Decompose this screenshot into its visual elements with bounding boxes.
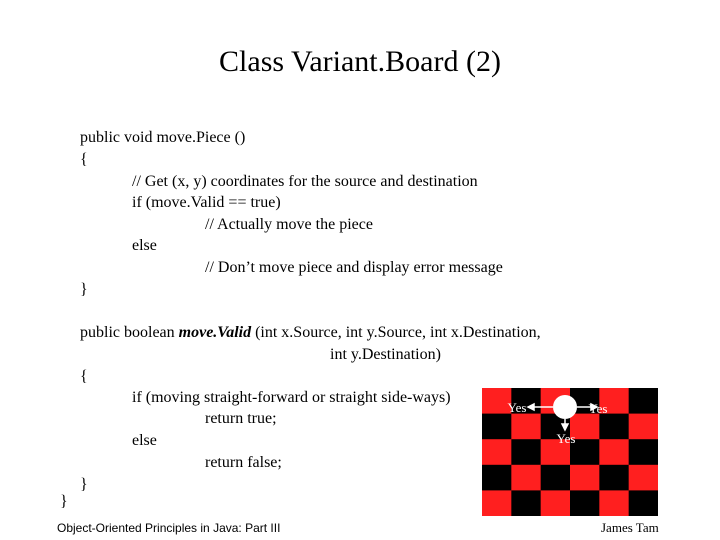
board-square: [541, 465, 571, 491]
return-false-line: return false;: [205, 454, 282, 471]
move-valid-signature-cont: int y.Destination): [330, 346, 441, 363]
label-yes-right: Yes: [588, 401, 608, 416]
comment-display-error: // Don’t move piece and display error message: [205, 259, 503, 276]
board-square: [629, 388, 658, 414]
board-square: [629, 490, 658, 516]
footer-author: James Tam: [601, 520, 659, 535]
board-square: [482, 490, 512, 516]
checkerboard-svg: [482, 388, 658, 516]
footer-course-title: Object-Oriented Principles in Java: Part III: [57, 521, 281, 535]
board-square: [599, 465, 629, 491]
signature-params: (int x.Source, int y.Source, int x.Destination,: [251, 324, 541, 341]
class-close-brace: }: [60, 493, 68, 510]
board-square: [511, 465, 541, 491]
board-square: [599, 439, 629, 465]
slide-title: Class Variant.Board (2): [219, 45, 501, 78]
move-valid-else: else: [132, 432, 157, 449]
board-square: [629, 465, 658, 491]
board-square: [599, 490, 629, 516]
board-square: [511, 414, 541, 440]
move-piece-signature: public void move.Piece (): [80, 129, 246, 146]
method-name-move-valid: move.Valid: [178, 324, 252, 341]
move-piece-close-brace: }: [80, 281, 88, 298]
move-valid-open-brace: {: [80, 368, 88, 385]
board-square: [570, 465, 600, 491]
comment-get-coordinates: // Get (x, y) coordinates for the source and destination: [132, 173, 478, 190]
board-square: [541, 490, 571, 516]
move-piece-open-brace: {: [80, 151, 88, 168]
signature-prefix: public boolean: [80, 324, 179, 341]
move-valid-close-brace: }: [80, 476, 88, 493]
checkerboard-figure: [482, 388, 658, 516]
board-square: [599, 414, 629, 440]
board-square: [511, 490, 541, 516]
board-square: [482, 439, 512, 465]
move-piece-else: else: [132, 237, 157, 254]
board-square: [482, 414, 512, 440]
board-square: [629, 414, 658, 440]
return-true-line: return true;: [205, 410, 277, 427]
if-move-valid-line: if (move.Valid == true): [132, 194, 281, 211]
board-square: [482, 465, 512, 491]
if-moving-straight-line: if (moving straight-forward or straight side-ways): [132, 389, 451, 406]
label-yes-left: Yes: [507, 400, 527, 415]
label-yes-down: Yes: [556, 431, 576, 446]
checker-piece: [553, 395, 577, 419]
move-valid-signature: [80, 323, 541, 343]
comment-actually-move: // Actually move the piece: [205, 216, 373, 233]
board-square: [511, 439, 541, 465]
board-square: [629, 439, 658, 465]
board-square: [570, 490, 600, 516]
